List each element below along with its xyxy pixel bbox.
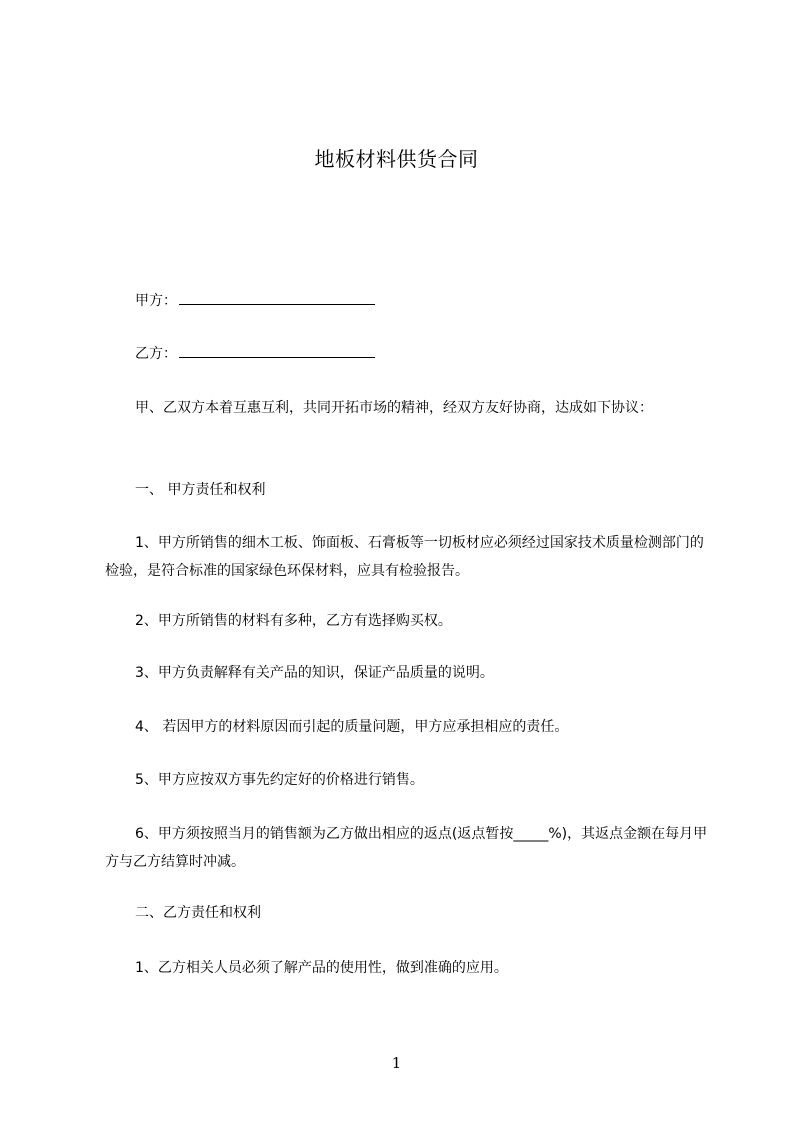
section1-item-5: 5、甲方应按双方事先约定好的价格进行销售。 [135, 772, 424, 788]
section1-item-2: 2、甲方所销售的材料有多种，乙方有选择购买权。 [135, 613, 452, 629]
section1-item-6: 6、甲方须按照当月的销售额为乙方做出相应的返点(返点暂按_____%)，其返点金额在每月甲方与乙方结算时冲减。 [105, 826, 708, 870]
party-a-label: 甲方： [135, 293, 177, 309]
section2-item-1: 1、乙方相关人员必须了解产品的使用性，做到准确的应用。 [135, 960, 508, 976]
party-b-line [105, 340, 750, 368]
party-a-blank [179, 289, 375, 305]
party-a-line [105, 287, 750, 315]
section1-item-3: 3、甲方负责解释有关产品的知识，保证产品质量的说明。 [135, 665, 494, 681]
party-b-blank [179, 342, 375, 358]
document-title: 地板材料供货合同 [314, 147, 479, 171]
section2-heading: 二、乙方责任和权利 [135, 905, 261, 921]
section1-item-4: 4、 若因甲方的材料原因而引起的质量问题，甲方应承担相应的责任。 [135, 719, 569, 735]
section1-heading: 一、 甲方责任和权利 [135, 482, 266, 498]
party-b-label: 乙方： [135, 346, 177, 362]
page-number: 1 [391, 1054, 402, 1072]
section1-item-1: 1、甲方所销售的细木工板、饰面板、石膏板等一切板材应必须经过国家技术质量检测部门的检验，是符合标准的国家绿色环保材料，应具有检验报告。 [105, 535, 704, 579]
intro-paragraph: 甲、乙双方本着互惠互利，共同开拓市场的精神，经双方友好协商，达成如下协议： [135, 400, 653, 416]
